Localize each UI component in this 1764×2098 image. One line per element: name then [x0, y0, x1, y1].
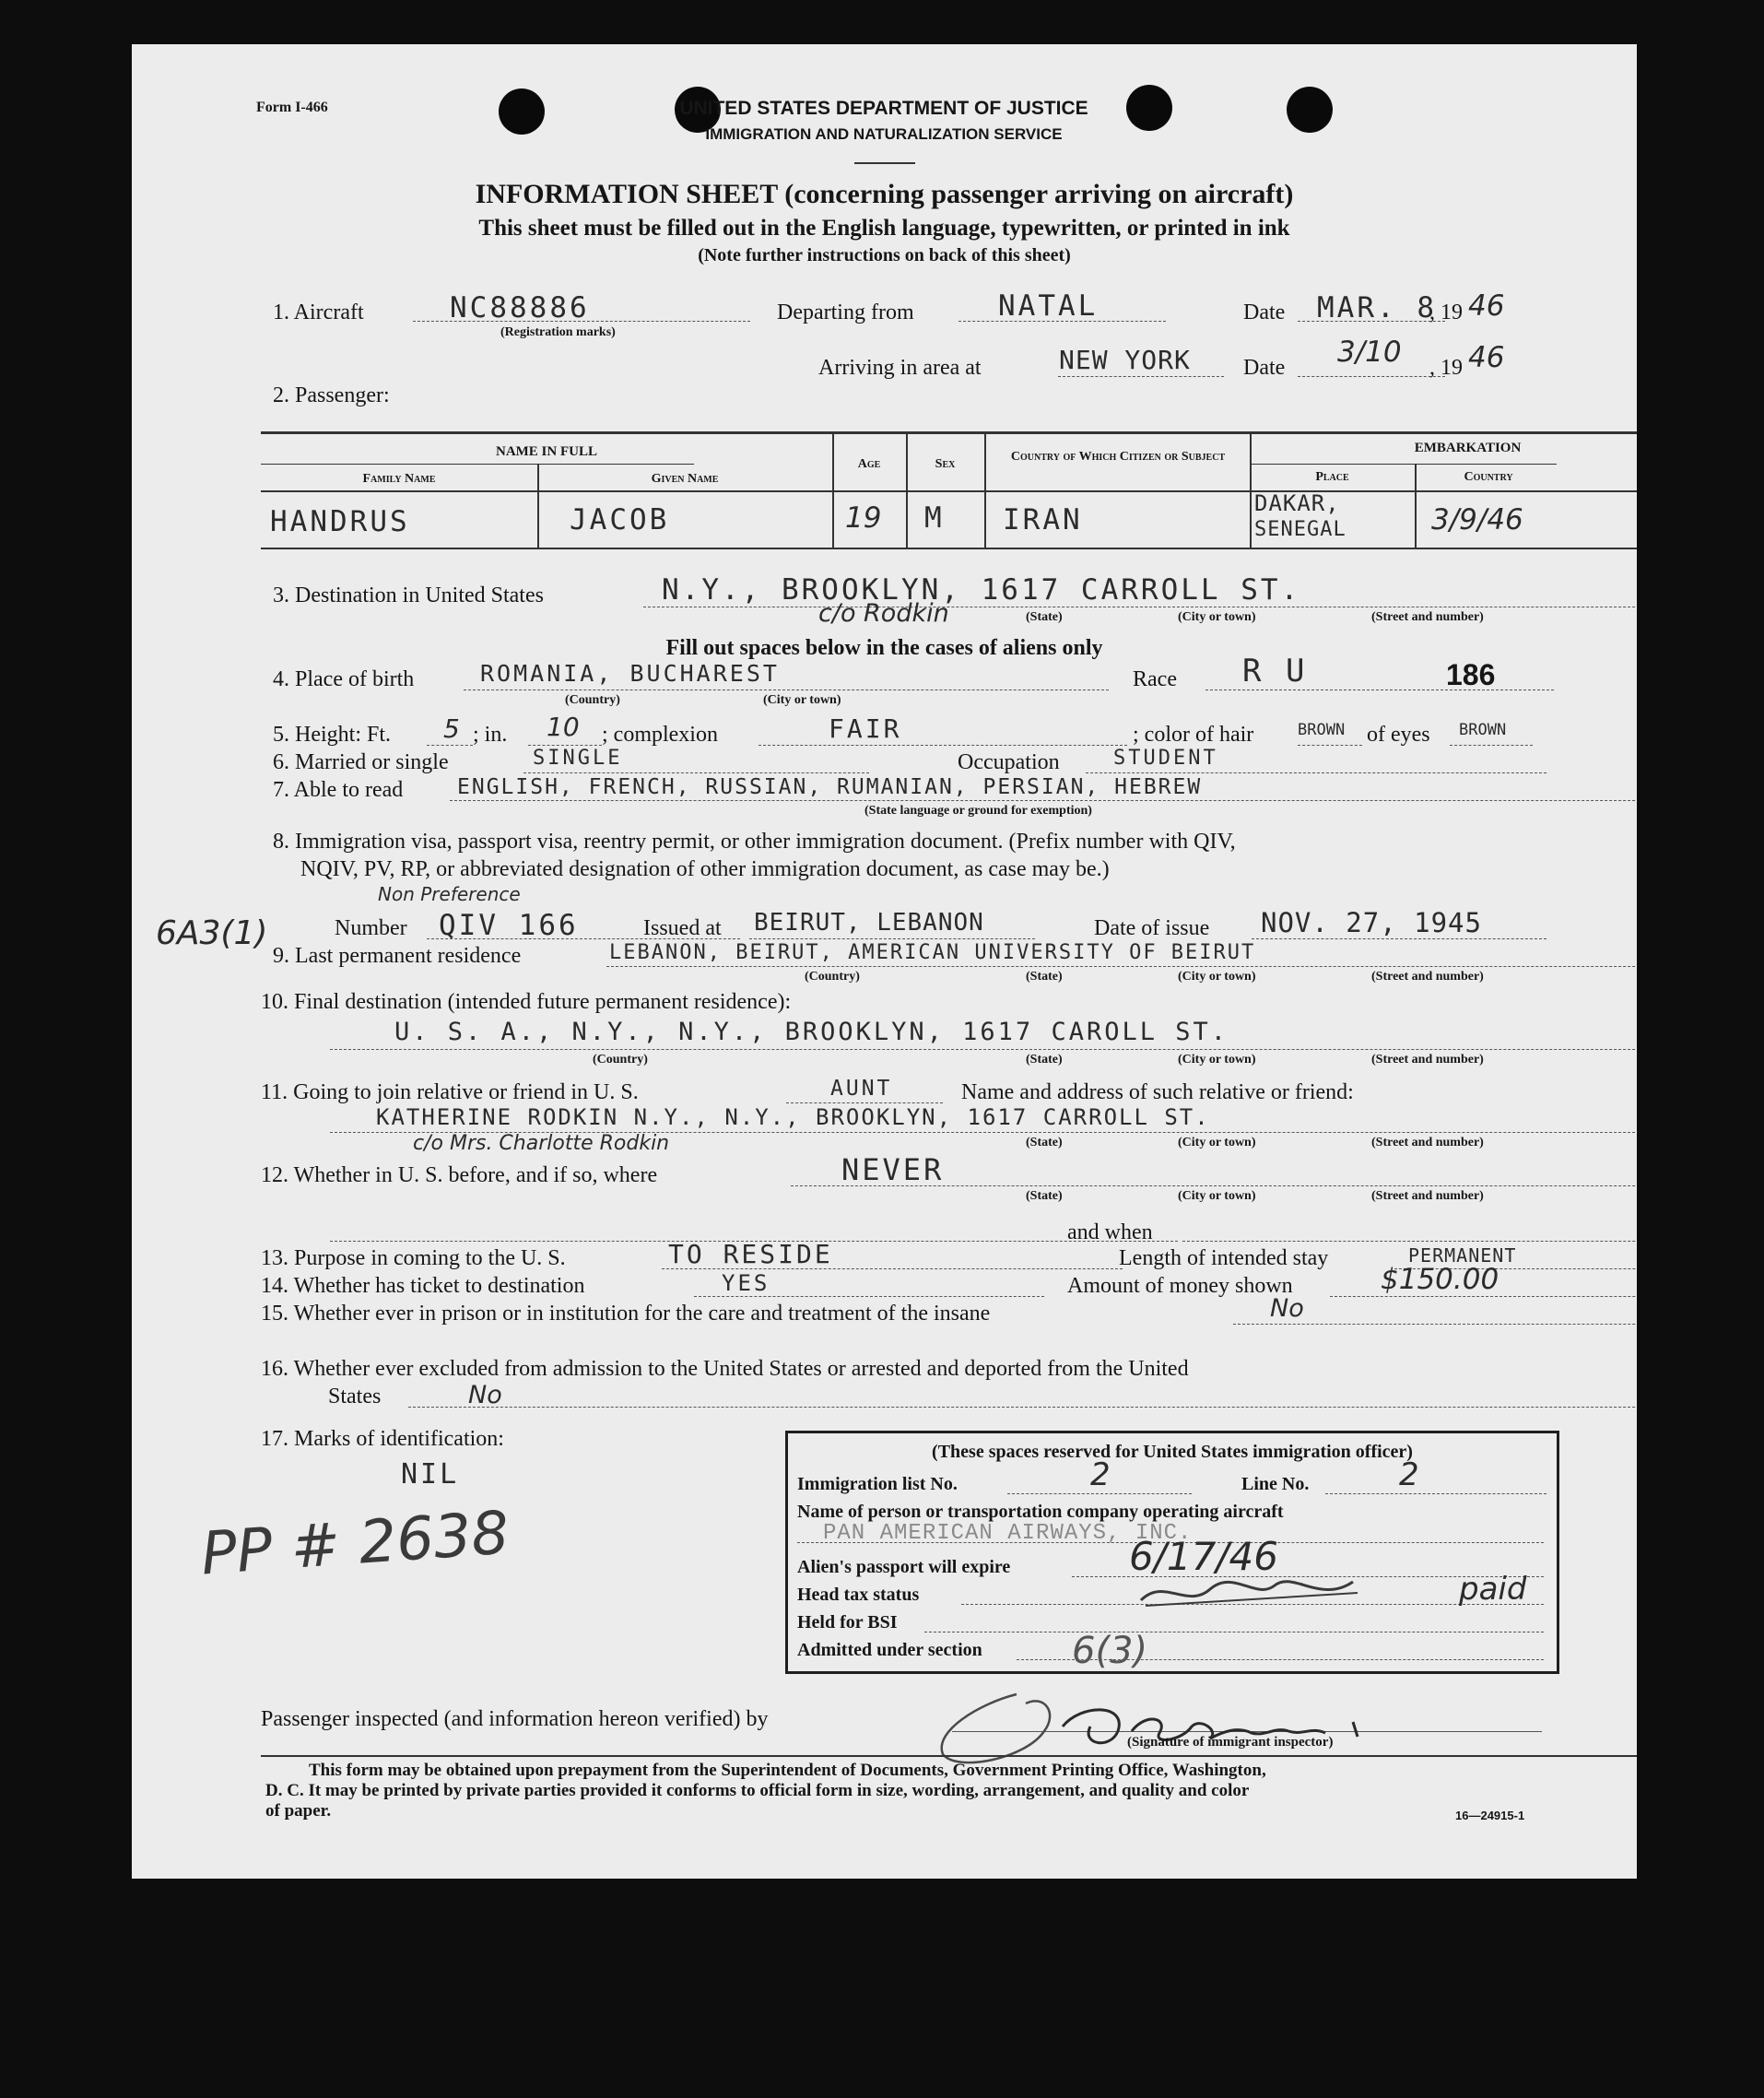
passport-label: Alien's passport will expire: [797, 1557, 1011, 1577]
col-divider-4: [984, 431, 986, 548]
race-label: Race: [1133, 667, 1177, 691]
relative-street-caption: (Street and number): [1371, 1136, 1484, 1149]
punch-hole-left: [499, 88, 545, 135]
hair-label: ; color of hair: [1133, 723, 1254, 747]
complexion-value: FAIR: [829, 713, 902, 744]
when-underline: [1182, 1241, 1637, 1242]
col-divider-2: [832, 431, 834, 548]
height-in-value: 10: [547, 712, 580, 742]
prison-underline: [1233, 1324, 1637, 1325]
issued-underline: [749, 938, 1035, 939]
aircraft-value: NC88886: [450, 291, 590, 324]
residence-value: LEBANON, BEIRUT, AMERICAN UNIVERSITY OF BEIRUT: [609, 941, 1256, 964]
operator-stamp: PAN AMERICAN AIRWAYS, INC.: [823, 1521, 1193, 1546]
read-caption: (State language or ground for exemption): [864, 804, 1092, 818]
form-title: INFORMATION SHEET (concerning passenger arriving on aircraft): [475, 179, 1294, 209]
form-sheet: [132, 44, 1637, 1879]
final-country-caption: (Country): [593, 1053, 648, 1067]
header-citizenship: Country of Which Citizen or Subject: [1010, 450, 1226, 464]
departing-label: Departing from: [777, 301, 914, 324]
stay-value: PERMANENT: [1408, 1244, 1517, 1267]
residence-label: 9. Last permanent residence: [273, 944, 522, 968]
excluded-underline: [408, 1407, 1637, 1408]
header-family-name: Family Name: [362, 472, 436, 486]
table-top-rule: [261, 431, 1637, 434]
punch-hole-right: [1287, 87, 1333, 133]
department-name: UNITED STATES DEPARTMENT OF JUSTICE: [679, 98, 1088, 119]
final-destination-label: 10. Final destination (intended future permanent residence):: [261, 990, 792, 1014]
birth-label: 4. Place of birth: [273, 667, 415, 691]
occupation-value: STUDENT: [1113, 747, 1218, 770]
embark-place-line2: SENEGAL: [1254, 518, 1347, 541]
registration-caption: (Registration marks): [500, 325, 616, 339]
list-underline: [1007, 1493, 1192, 1494]
form-note: (Note further instructions on back of this sheet): [698, 245, 1071, 265]
departing-value: NATAL: [998, 289, 1099, 323]
married-label: 6. Married or single: [273, 750, 449, 774]
arriving-label: Arriving in area at: [818, 356, 982, 380]
family-name-value: HANDRUS: [270, 505, 410, 538]
header-embarkation: EMBARKATION: [1414, 441, 1522, 455]
excluded-value: No: [468, 1381, 502, 1409]
excluded-label-line1: 16. Whether ever excluded from admission to the United States or arrested and deported from the United: [261, 1357, 1189, 1381]
money-label: Amount of money shown: [1067, 1274, 1293, 1298]
final-street-caption: (Street and number): [1371, 1053, 1484, 1067]
marks-value: NIL: [401, 1458, 460, 1491]
destination-value: N.Y., BROOKLYN, 1617 CARROLL ST.: [662, 573, 1301, 607]
name-header-rule: [261, 464, 694, 465]
footer-line2: D. C. It may be printed by private parties provided it conforms to official form in size, wording, arrangement, and quality and color: [265, 1781, 1250, 1800]
height-ft-value: 5: [443, 713, 460, 744]
punch-hole-center-right: [1126, 85, 1172, 131]
relative-address: KATHERINE RODKIN N.Y., N.Y., BROOKLYN, 1617 CARROLL ST.: [376, 1104, 1210, 1130]
arrival-year: 46: [1468, 341, 1505, 374]
pp-note: PP # 2638: [198, 1499, 512, 1589]
final-state-caption: (State): [1026, 1053, 1063, 1067]
birth-country-caption: (Country): [565, 693, 620, 707]
col-divider-3: [906, 431, 908, 548]
line-underline: [1325, 1493, 1546, 1494]
footer-line1: This form may be obtained upon prepayment from the Superintendent of Documents, Government Printing Office, Washington,: [309, 1761, 1266, 1780]
married-value: SINGLE: [533, 747, 623, 770]
header-rule: [854, 162, 915, 164]
destination-label: 3. Destination in United States: [273, 583, 544, 607]
prison-value: No: [1270, 1294, 1304, 1323]
when-label: and when: [1067, 1220, 1153, 1244]
eyes-label: of eyes: [1367, 723, 1430, 747]
read-label: 7. Able to read: [273, 778, 404, 802]
citizenship-value: IRAN: [1003, 503, 1083, 536]
birth-city-caption: (City or town): [763, 693, 841, 707]
occupation-label: Occupation: [958, 750, 1060, 774]
residence-country-caption: (Country): [805, 970, 860, 984]
final-destination-value: U. S. A., N.Y., N.Y., BROOKLYN, 1617 CAROLL ST.: [394, 1018, 1229, 1046]
stay-label: Length of intended stay: [1119, 1246, 1329, 1270]
arrival-date-value: 3/10: [1337, 336, 1402, 369]
race-code: 186: [1446, 658, 1496, 691]
final-destination-underline: [330, 1049, 1637, 1050]
aircraft-label: 1. Aircraft: [273, 301, 364, 324]
relative-label: 11. Going to join relative or friend in U. S.: [261, 1080, 639, 1104]
date-year-prefix: , 19: [1429, 301, 1463, 324]
ticket-underline: [694, 1296, 1044, 1297]
list-label: Immigration list No.: [797, 1474, 958, 1494]
headtax-scribble: [1136, 1573, 1367, 1617]
before-city-caption: (City or town): [1178, 1189, 1256, 1203]
header-name-in-full: NAME IN FULL: [495, 444, 597, 459]
visa-label-line1: 8. Immigration visa, passport visa, reentry permit, or other immigration document. (Prefix number with QIV,: [273, 830, 1236, 854]
footer-rule: [261, 1755, 1637, 1757]
header-sex: Sex: [935, 457, 956, 471]
sex-value: M: [924, 501, 945, 535]
date-label: Date: [1243, 301, 1286, 324]
ticket-value: YES: [722, 1270, 770, 1296]
passport-value: 6/17/46: [1129, 1534, 1278, 1579]
arrival-date-label: Date: [1243, 356, 1286, 380]
residence-underline: [606, 966, 1637, 967]
height-in-underline: [528, 745, 602, 746]
before-street-caption: (Street and number): [1371, 1189, 1484, 1203]
complexion-label: ; complexion: [602, 723, 718, 747]
destination-city-caption: (City or town): [1178, 610, 1256, 624]
headtax-value: paid: [1459, 1571, 1527, 1608]
purpose-label: 13. Purpose in coming to the U. S.: [261, 1246, 566, 1270]
signature-caption: (Signature of immigrant inspector): [1127, 1735, 1334, 1750]
relative-name-label: Name and address of such relative or friend:: [961, 1080, 1354, 1104]
form-instruction: This sheet must be filled out in the English language, typewritten, or printed in ink: [478, 216, 1290, 241]
visa-number-value: QIV 166: [439, 909, 579, 942]
aliens-heading: Fill out spaces below in the cases of aliens only: [665, 636, 1103, 660]
money-value: $150.00: [1381, 1263, 1499, 1296]
residence-state-caption: (State): [1026, 970, 1063, 984]
final-city-caption: (City or town): [1178, 1053, 1256, 1067]
visa-margin-note: 6A3(1): [156, 914, 268, 952]
issued-label: Issued at: [643, 916, 722, 940]
excluded-label-line2: States: [328, 1385, 382, 1408]
race-value: R U: [1242, 653, 1308, 690]
form-number: Form I-466: [256, 100, 328, 115]
hair-value: BROWN: [1298, 721, 1346, 739]
headtax-label: Head tax status: [797, 1585, 920, 1605]
issue-date-underline: [1252, 938, 1546, 939]
operator-label: Name of person or transportation company operating aircraft: [797, 1502, 1284, 1522]
relative-underline: [786, 1102, 943, 1103]
prison-label: 15. Whether ever in prison or in institution for the care and treatment of the insane: [261, 1302, 991, 1326]
service-name: IMMIGRATION AND NATURALIZATION SERVICE: [705, 125, 1063, 143]
visa-label-line2: NQIV, PV, RP, or abbreviated designation of other immigration document, as case may be.): [300, 857, 1110, 881]
footer-code: 16—24915-1: [1455, 1809, 1525, 1822]
embark-place-line1: DAKAR,: [1254, 490, 1340, 516]
married-underline: [523, 772, 869, 773]
arrival-date-underline: [1298, 376, 1445, 377]
embark-header-rule: [1250, 464, 1557, 465]
arriving-underline: [1058, 376, 1224, 377]
destination-care-of: c/o Rodkin: [818, 599, 949, 628]
officer-box-heading: (These spaces reserved for United States immigration officer): [932, 1442, 1413, 1462]
read-value: ENGLISH, FRENCH, RUSSIAN, RUMANIAN, PERSIAN, HEBREW: [457, 775, 1203, 799]
residence-street-caption: (Street and number): [1371, 970, 1484, 984]
header-given-name: Given Name: [651, 472, 719, 486]
purpose-value: TO RESIDE: [668, 1239, 833, 1269]
issue-date-value: NOV. 27, 1945: [1261, 907, 1482, 938]
complexion-underline: [759, 745, 1127, 746]
bsi-label: Held for BSI: [797, 1612, 898, 1632]
header-place: Place: [1315, 470, 1349, 484]
issue-date-label: Date of issue: [1094, 916, 1210, 940]
line-value: 2: [1399, 1456, 1419, 1493]
passenger-label: 2. Passenger:: [273, 383, 390, 407]
header-age: Age: [857, 457, 881, 471]
hair-underline: [1298, 745, 1362, 746]
list-value: 2: [1090, 1456, 1111, 1493]
date-year: 46: [1468, 289, 1505, 323]
inspected-label: Passenger inspected (and information hereon verified) by: [261, 1707, 769, 1731]
embark-country-value: 3/9/46: [1431, 503, 1523, 536]
age-value: 19: [845, 501, 882, 535]
money-underline: [1330, 1296, 1637, 1297]
before-label: 12. Whether in U. S. before, and if so, where: [261, 1163, 658, 1187]
given-name-value: JACOB: [570, 503, 670, 536]
table-header-bottom-rule: [261, 490, 1637, 492]
relative-state-caption: (State): [1026, 1136, 1063, 1149]
height-label: 5. Height: Ft.: [273, 723, 392, 747]
issued-value: BEIRUT, LEBANON: [754, 909, 984, 937]
residence-city-caption: (City or town): [1178, 970, 1256, 984]
marks-label: 17. Marks of identification:: [261, 1427, 504, 1451]
table-bottom-rule: [261, 548, 1637, 549]
eyes-value: BROWN: [1459, 721, 1507, 739]
occupation-underline: [1086, 772, 1546, 773]
before-value: NEVER: [841, 1152, 945, 1187]
admitted-value: 6(3): [1072, 1630, 1148, 1672]
line-label: Line No.: [1241, 1474, 1310, 1494]
arriving-value: NEW YORK: [1059, 345, 1191, 375]
destination-street-caption: (Street and number): [1371, 610, 1484, 624]
footer-line3: of paper.: [265, 1801, 332, 1821]
eyes-underline: [1450, 745, 1533, 746]
arrival-year-prefix: , 19: [1429, 356, 1463, 380]
height-in-label: ; in.: [473, 723, 508, 747]
visa-number-label: Number: [335, 916, 407, 940]
before-state-caption: (State): [1026, 1189, 1063, 1203]
ticket-label: 14. Whether has ticket to destination: [261, 1274, 585, 1298]
admitted-label: Admitted under section: [797, 1640, 982, 1660]
relative-city-caption: (City or town): [1178, 1136, 1256, 1149]
read-underline: [450, 800, 1637, 801]
height-ft-underline: [427, 745, 473, 746]
non-preference-note: Non Preference: [378, 883, 521, 905]
header-embark-country: Country: [1464, 470, 1513, 484]
destination-state-caption: (State): [1026, 610, 1063, 624]
relative-value: AUNT: [830, 1077, 893, 1101]
date-value: MAR. 8: [1317, 291, 1437, 324]
relative-care-of: c/o Mrs. Charlotte Rodkin: [413, 1132, 670, 1155]
birth-value: ROMANIA, BUCHAREST: [480, 660, 780, 687]
